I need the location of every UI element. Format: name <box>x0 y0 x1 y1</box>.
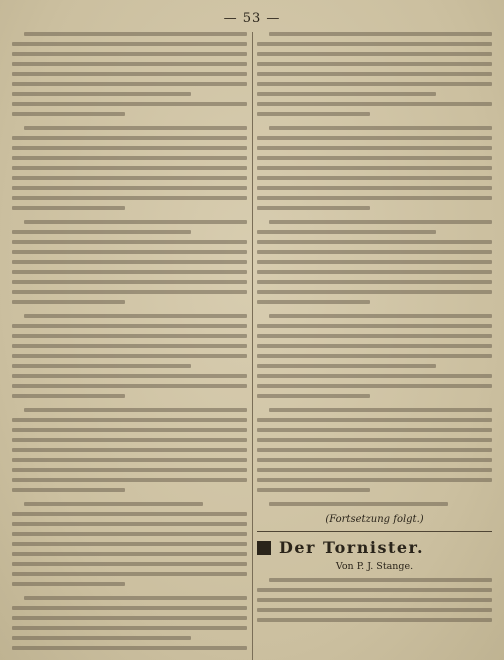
text-line-placeholder <box>257 52 492 56</box>
text-line-placeholder <box>257 428 492 432</box>
text-line-placeholder <box>12 92 191 96</box>
text-line-placeholder <box>12 324 247 328</box>
text-line-placeholder <box>12 374 247 378</box>
text-line-placeholder <box>12 468 247 472</box>
text-line-placeholder <box>257 102 492 106</box>
text-line-placeholder <box>257 136 492 140</box>
text-columns <box>12 32 492 660</box>
text-line-placeholder <box>12 240 247 244</box>
text-line-placeholder <box>257 458 492 462</box>
story-opening-block <box>257 578 492 622</box>
text-line-placeholder <box>257 206 370 210</box>
text-line-placeholder <box>257 62 492 66</box>
text-line-placeholder <box>12 626 247 630</box>
text-line-placeholder <box>257 146 492 150</box>
text-line-placeholder <box>12 260 247 264</box>
text-line-placeholder <box>257 334 492 338</box>
text-line-placeholder <box>257 250 492 254</box>
text-line-placeholder <box>12 354 247 358</box>
text-line-placeholder <box>12 334 247 338</box>
text-line-placeholder <box>12 394 125 398</box>
text-line-placeholder <box>12 186 247 190</box>
text-line-placeholder <box>12 230 191 234</box>
text-line-placeholder <box>257 598 492 602</box>
text-line-placeholder <box>12 136 247 140</box>
column-left <box>12 32 247 660</box>
text-line-placeholder <box>12 478 247 482</box>
text-line-placeholder <box>12 488 125 492</box>
text-line-placeholder <box>12 62 247 66</box>
text-line-placeholder <box>257 300 370 304</box>
text-line-placeholder <box>257 72 492 76</box>
text-line-placeholder <box>257 270 492 274</box>
section-rule <box>257 531 492 532</box>
text-line-placeholder <box>269 220 492 224</box>
text-line-placeholder <box>257 588 492 592</box>
text-line-placeholder <box>269 126 492 130</box>
text-line-placeholder <box>257 438 492 442</box>
text-line-placeholder <box>12 42 247 46</box>
text-line-placeholder <box>257 92 436 96</box>
text-line-placeholder <box>257 374 492 378</box>
text-line-placeholder <box>257 260 492 264</box>
text-line-placeholder <box>24 502 203 506</box>
text-line-placeholder <box>12 166 247 170</box>
text-line-placeholder <box>12 428 247 432</box>
page-number: — 53 — <box>223 11 281 26</box>
text-line-placeholder <box>257 448 492 452</box>
heading-ornament-icon <box>257 541 271 555</box>
text-line-placeholder <box>257 196 492 200</box>
text-line-placeholder <box>12 300 125 304</box>
text-line-placeholder <box>12 532 247 536</box>
text-line-placeholder <box>269 32 492 36</box>
text-line-placeholder <box>12 72 247 76</box>
text-line-placeholder <box>12 280 247 284</box>
continuation-note: (Fortsetzung folgt.) <box>325 514 424 525</box>
text-line-placeholder <box>257 364 436 368</box>
text-line-placeholder <box>12 270 247 274</box>
text-line-placeholder <box>12 448 247 452</box>
text-line-placeholder <box>257 608 492 612</box>
text-line-placeholder <box>12 196 247 200</box>
text-line-placeholder <box>12 156 247 160</box>
section-title: Der Tornister. <box>279 538 425 557</box>
text-line-placeholder <box>269 408 492 412</box>
text-line-placeholder <box>12 636 191 640</box>
text-line-placeholder <box>12 82 247 86</box>
text-line-placeholder <box>257 394 370 398</box>
text-line-placeholder <box>257 344 492 348</box>
text-line-placeholder <box>257 240 492 244</box>
column-divider <box>252 32 253 660</box>
text-line-placeholder <box>12 146 247 150</box>
text-line-placeholder <box>257 324 492 328</box>
text-line-placeholder <box>24 126 247 130</box>
text-line-placeholder <box>12 552 247 556</box>
text-line-placeholder <box>12 616 247 620</box>
text-line-placeholder <box>257 354 492 358</box>
text-line-placeholder <box>12 176 247 180</box>
text-line-placeholder <box>12 418 247 422</box>
text-line-placeholder <box>257 488 370 492</box>
text-line-placeholder <box>257 186 492 190</box>
text-line-placeholder <box>24 220 247 224</box>
text-line-placeholder <box>269 314 492 318</box>
text-line-placeholder <box>12 562 247 566</box>
text-line-placeholder <box>12 290 247 294</box>
text-line-placeholder <box>12 364 191 368</box>
text-line-placeholder <box>24 408 247 412</box>
text-line-placeholder <box>24 32 247 36</box>
section-byline: Von P. J. Stange. <box>335 561 414 572</box>
text-line-placeholder <box>12 52 247 56</box>
text-line-placeholder <box>12 646 247 650</box>
text-line-placeholder <box>257 156 492 160</box>
text-line-placeholder <box>12 384 247 388</box>
text-line-placeholder <box>257 478 492 482</box>
text-line-placeholder <box>24 596 247 600</box>
column-gutter <box>247 32 257 660</box>
text-line-placeholder <box>12 606 247 610</box>
text-line-placeholder <box>257 230 436 234</box>
text-line-placeholder <box>257 82 492 86</box>
text-line-placeholder <box>257 280 492 284</box>
text-line-placeholder <box>257 384 492 388</box>
text-line-placeholder <box>269 578 492 582</box>
text-line-placeholder <box>257 418 492 422</box>
text-line-placeholder <box>257 166 492 170</box>
text-line-placeholder <box>257 176 492 180</box>
text-line-placeholder <box>269 502 448 506</box>
text-line-placeholder <box>12 582 125 586</box>
text-line-placeholder <box>12 512 247 516</box>
text-line-placeholder <box>257 468 492 472</box>
text-line-placeholder <box>12 572 247 576</box>
text-line-placeholder <box>12 542 247 546</box>
text-line-placeholder <box>12 438 247 442</box>
text-line-placeholder <box>12 458 247 462</box>
text-line-placeholder <box>257 112 370 116</box>
text-line-placeholder <box>12 522 247 526</box>
column-right <box>257 32 492 660</box>
section-heading <box>257 538 492 557</box>
text-line-placeholder <box>257 618 492 622</box>
text-line-placeholder <box>12 102 247 106</box>
text-line-placeholder <box>12 250 247 254</box>
text-line-placeholder <box>257 290 492 294</box>
text-line-placeholder <box>12 344 247 348</box>
text-line-placeholder <box>12 112 125 116</box>
text-line-placeholder <box>24 314 247 318</box>
text-line-placeholder <box>12 206 125 210</box>
text-line-placeholder <box>257 42 492 46</box>
story-continuation-block <box>257 32 492 506</box>
